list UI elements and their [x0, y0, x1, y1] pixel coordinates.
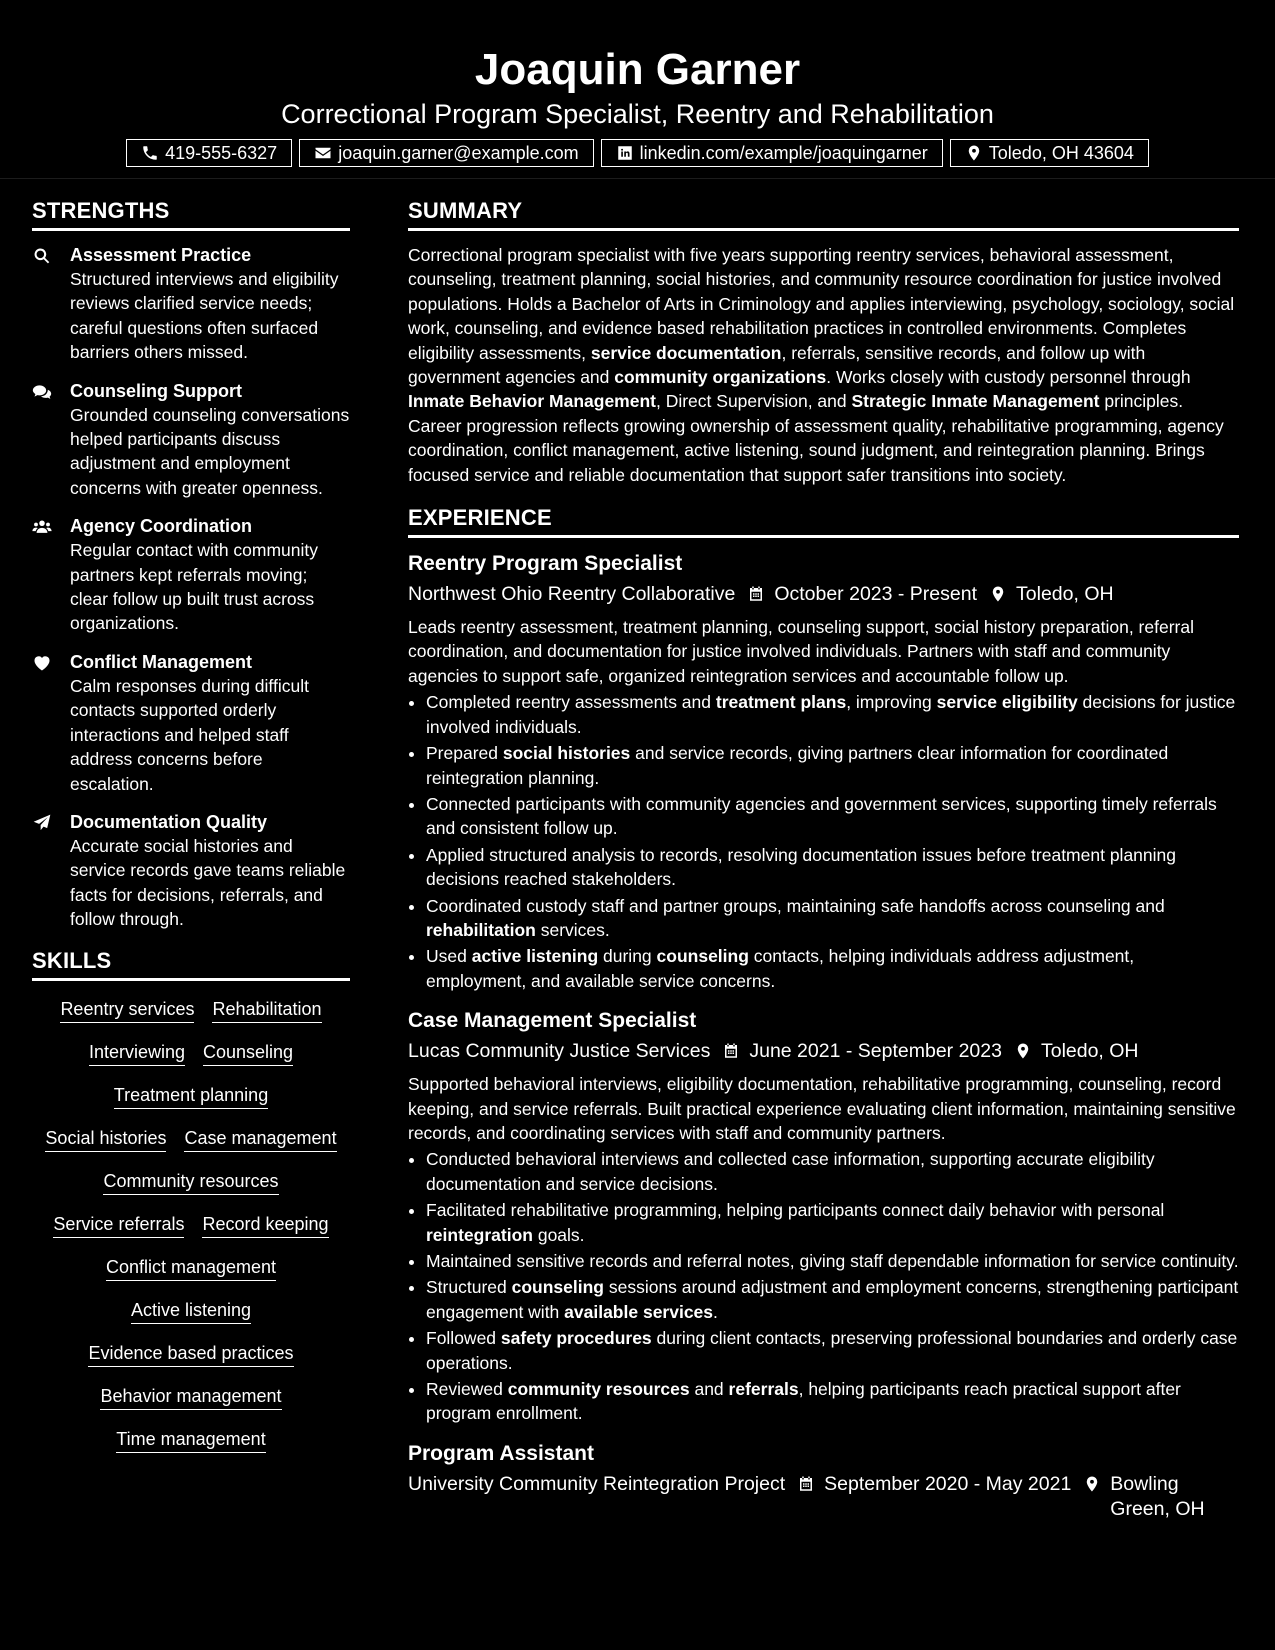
comments-icon — [32, 382, 52, 402]
skill-tag: Treatment planning — [114, 1083, 268, 1109]
candidate-name: Joaquin Garner — [474, 45, 801, 94]
strength-name: Agency Coordination — [70, 516, 253, 537]
strength-desc: Structured interviews and eligibility reviews clarified service needs; careful questions often surfaced barriers others missed. — [70, 269, 339, 363]
skill-tag: Community resources — [103, 1169, 278, 1195]
job-description: Leads reentry assessment, treatment planning, counseling support, social history preparation, referral coordination, and documentation for justice involved individuals. Partners with staff and community agencies to support safe, organized reintegration services and accountable follow up. — [408, 617, 1194, 686]
skill-tag: Evidence based practices — [88, 1341, 293, 1367]
skill-tag: Case management — [184, 1126, 336, 1152]
emphasis-text: service eligibility — [936, 692, 1078, 713]
job-employer: University Community Reintegration Project — [408, 1472, 786, 1495]
text-run: Conducted behavioral interviews and collected case information, supporting accurate eligibility documentation and service decisions. — [426, 1149, 1155, 1194]
strength-name: Counseling Support — [70, 380, 242, 401]
job-employer: Lucas Community Justice Services — [408, 1040, 711, 1063]
summary-text — [408, 243, 1239, 487]
emphasis-text: social histories — [502, 743, 631, 764]
contact-bar — [0, 139, 1275, 167]
emphasis-text: Strategic Inmate Management — [851, 391, 1100, 412]
job-bullet — [426, 792, 1239, 841]
text-run: during client contacts, preserving professional boundaries and orderly case operations. — [426, 1328, 1238, 1373]
paper-plane-icon — [32, 813, 52, 833]
job-bullet — [426, 843, 1239, 892]
text-run: during — [598, 946, 657, 967]
contact-email[interactable] — [299, 139, 593, 167]
emphasis-text: counseling — [511, 1277, 604, 1298]
emphasis-text: available services — [564, 1301, 714, 1322]
emphasis-text: treatment plans — [715, 692, 847, 713]
job-bullet — [426, 944, 1239, 993]
left-column — [32, 196, 350, 1453]
skill-tag: Rehabilitation — [212, 997, 321, 1023]
skill-tag: Conflict management — [106, 1255, 276, 1281]
job-bullet — [426, 894, 1239, 943]
envelope-icon — [314, 144, 332, 162]
text-run: and — [689, 1379, 729, 1400]
job-entry — [408, 1440, 1239, 1522]
skill-tag: Active listening — [131, 1298, 251, 1324]
contact-phone[interactable] — [126, 139, 292, 167]
contact-email-text: joaquin.garner@example.com — [338, 142, 579, 163]
emphasis-text: safety procedures — [500, 1328, 652, 1349]
text-run: Completed reentry assessments and — [426, 692, 716, 713]
text-run: Maintained sensitive records and referral notes, giving staff dependable information for service continuity. — [426, 1251, 1239, 1271]
job-bullets — [408, 690, 1239, 993]
resume-header — [0, 0, 1275, 179]
job-bullet — [426, 741, 1239, 790]
job-employer: Northwest Ohio Reentry Collaborative — [408, 583, 736, 606]
strength-desc: Accurate social histories and service records gave teams reliable facts for decisions, referrals, and follow through. — [70, 835, 346, 930]
text-run: Correctional program specialist with five years supporting reentry services, behavioral assessment, counseling, treatment planning, social histories, and community resource coordination for justice involved populations. Holds a Bachelor of Arts in Criminology and applies interviewing, psychology, sociology, social work, counseling, and evidence based rehabilitation practices in controlled environments. Completes eligibility assessments, — [408, 245, 1235, 363]
job-bullet — [426, 1275, 1239, 1324]
job-location: Toledo, OH — [1016, 583, 1114, 606]
text-run: Prepared — [426, 743, 503, 764]
emphasis-text: community resources — [507, 1379, 690, 1400]
heart-icon — [32, 653, 52, 673]
emphasis-text: active listening — [471, 946, 599, 967]
strengths-heading: STRENGTHS — [32, 196, 350, 231]
strength-item — [32, 243, 350, 365]
contact-location-text: Toledo, OH 43604 — [988, 142, 1134, 163]
strength-desc: Regular contact with community partners kept referrals moving; clear follow up built trust across organizations. — [70, 540, 319, 634]
job-bullet — [426, 1377, 1239, 1426]
text-run: services. — [535, 919, 610, 940]
right-column — [408, 196, 1239, 1536]
text-run: contacts, helping individuals address adjustment, employment, and available service concerns. — [426, 946, 1135, 991]
text-run: , improving — [846, 692, 937, 713]
calendar-icon — [722, 1042, 740, 1060]
strength-item — [32, 650, 350, 796]
location-pin-icon — [989, 585, 1007, 603]
text-run: , helping participants reach practical support after program enrollment. — [426, 1379, 1181, 1424]
emphasis-text: counseling — [656, 946, 749, 967]
emphasis-text: referrals — [728, 1379, 799, 1400]
text-run: goals. — [532, 1224, 585, 1245]
text-run: Facilitated rehabilitative programming, helping participants connect daily behavior with personal — [426, 1200, 1165, 1221]
text-run: . — [713, 1301, 718, 1322]
job-location: Toledo, OH — [1040, 1040, 1139, 1063]
emphasis-text: rehabilitation — [426, 919, 536, 940]
skill-tag: Service referrals — [53, 1212, 184, 1238]
strength-name: Assessment Practice — [70, 245, 252, 265]
skill-tag: Record keeping — [202, 1212, 328, 1238]
job-location: Bowling Green, OH — [1110, 1472, 1205, 1520]
search-icon — [32, 246, 52, 266]
contact-phone-text: 419-555-6327 — [165, 142, 278, 163]
job-entry — [408, 550, 1239, 993]
job-title: Program Assistant — [408, 1441, 594, 1465]
calendar-icon — [747, 585, 765, 603]
text-run: and service records, giving partners clear information for coordinated reintegration planning. — [426, 743, 1169, 788]
skills-list — [32, 993, 350, 1453]
emphasis-text: service documentation — [590, 342, 782, 363]
strength-item — [32, 514, 350, 636]
users-icon — [32, 517, 52, 537]
job-entry — [408, 1007, 1239, 1426]
job-meta — [408, 1472, 1239, 1522]
contact-location[interactable] — [950, 139, 1149, 167]
text-run: Connected participants with community agencies and government services, supporting timely referrals and consistent follow up. — [426, 793, 1217, 839]
job-bullets — [408, 1147, 1239, 1425]
strength-desc: Grounded counseling conversations helped participants discuss adjustment and employment concerns with greater openness. — [70, 404, 350, 498]
experience-heading: EXPERIENCE — [408, 503, 1239, 538]
text-run: Used — [426, 946, 472, 967]
text-run: Applied structured analysis to records, resolving documentation issues before treatment planning decisions reached stakeholders. — [426, 844, 1176, 890]
text-run: Coordinated custody staff and partner groups, maintaining safe handoffs across counseling and — [426, 895, 1165, 916]
job-bullet — [426, 1198, 1239, 1247]
job-title: Reentry Program Specialist — [408, 552, 683, 576]
strength-item — [32, 810, 350, 932]
summary-heading: SUMMARY — [408, 196, 1239, 231]
contact-linkedin[interactable] — [601, 139, 943, 167]
skill-tag: Social histories — [45, 1126, 166, 1152]
phone-icon — [141, 144, 159, 162]
skill-tag: Reentry services — [60, 997, 194, 1023]
skill-tag: Behavior management — [100, 1384, 281, 1410]
job-meta — [408, 1039, 1239, 1064]
skill-tag: Time management — [116, 1427, 265, 1453]
job-meta — [408, 582, 1239, 607]
text-run: Followed — [426, 1328, 501, 1349]
emphasis-text: community organizations — [614, 367, 827, 388]
strength-desc: Calm responses during difficult contacts supported orderly interactions and helped staff address concerns before escalation. — [70, 675, 309, 794]
job-dates: June 2021 - September 2023 — [749, 1040, 1002, 1063]
job-bullet — [426, 1147, 1239, 1196]
emphasis-text: Inmate Behavior Management — [408, 391, 656, 412]
strength-name: Conflict Management — [70, 651, 253, 672]
skill-tag: Counseling — [203, 1040, 293, 1066]
linkedin-icon — [616, 144, 634, 162]
calendar-icon — [797, 1475, 815, 1493]
job-dates: September 2020 - May 2021 — [824, 1472, 1072, 1495]
strength-item — [32, 379, 350, 501]
job-bullet — [426, 1249, 1239, 1273]
job-bullet — [426, 1326, 1239, 1375]
job-dates: October 2023 - Present — [774, 583, 978, 606]
skill-tag: Interviewing — [89, 1040, 185, 1066]
text-run: Structured — [426, 1277, 512, 1298]
text-run: , Direct Supervision, and — [655, 391, 852, 412]
text-run: principles. Career progression reflects growing ownership of assessment quality, rehabilitative programming, agency coordination, conflict management, active listening, sound judgment, and reintegration planning. Brings focused service and reliable documentation that support safer transitions into society. — [408, 391, 1224, 485]
contact-linkedin-text: linkedin.com/example/joaquingarner — [639, 142, 928, 163]
candidate-title: Correctional Program Specialist, Reentry and Rehabilitation — [281, 99, 994, 129]
skills-heading: SKILLS — [32, 946, 350, 981]
location-pin-icon — [1083, 1475, 1101, 1493]
text-run: . Works closely with custody personnel through — [826, 367, 1191, 388]
text-run: Reviewed — [426, 1379, 508, 1400]
text-run: , referrals, sensitive records, and follow up with government agencies and — [408, 342, 1146, 388]
emphasis-text: reintegration — [426, 1224, 533, 1245]
job-bullet — [426, 690, 1239, 739]
text-run: sessions around adjustment and employment concerns, strengthening participant engagement with — [426, 1277, 1239, 1322]
text-run: decisions for justice involved individuals. — [426, 692, 1236, 737]
location-pin-icon — [965, 144, 983, 162]
location-pin-icon — [1014, 1042, 1032, 1060]
strength-name: Documentation Quality — [70, 811, 268, 832]
job-description: Supported behavioral interviews, eligibility documentation, rehabilitative programming, counseling, record keeping, and service referrals. Built practical experience evaluating client information, maintaining sensitive records, and coordinating services with staff and community partners. — [408, 1074, 1236, 1143]
job-title: Case Management Specialist — [408, 1009, 697, 1033]
